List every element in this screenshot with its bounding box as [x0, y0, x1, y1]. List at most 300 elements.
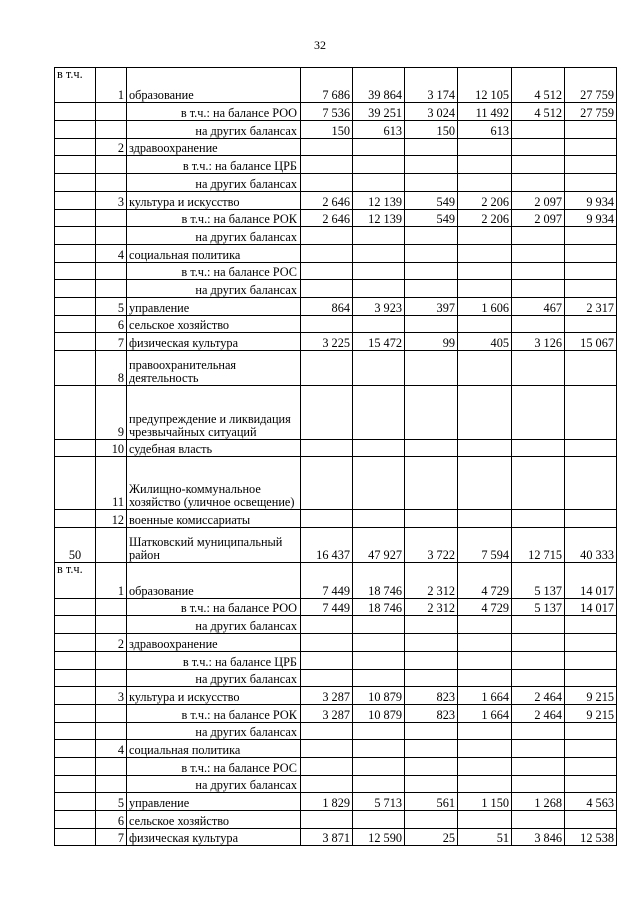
table-row	[55, 439, 617, 457]
cell-value	[565, 439, 617, 457]
cell-group	[55, 386, 96, 439]
cell-value: 2 312	[405, 563, 458, 598]
cell-value	[405, 775, 458, 793]
table-row	[55, 722, 617, 740]
table-row	[55, 510, 617, 528]
cell-value: 10 879	[353, 687, 405, 705]
cell-item-number	[96, 527, 127, 562]
cell-label: военные комиссариаты	[127, 510, 301, 528]
cell-label: на других балансах	[127, 121, 301, 139]
cell-value: 14 017	[565, 598, 617, 616]
cell-label: Жилищно-коммунальное хозяйство (уличное освещение)	[127, 457, 301, 510]
cell-value: 549	[405, 209, 458, 227]
cell-value	[565, 174, 617, 192]
cell-value	[458, 510, 512, 528]
cell-value: 3 126	[512, 333, 565, 351]
cell-value	[565, 757, 617, 775]
cell-group	[55, 457, 96, 510]
cell-label: управление	[127, 793, 301, 811]
cell-group	[55, 793, 96, 811]
cell-value: 864	[301, 297, 353, 315]
cell-value	[512, 811, 565, 829]
cell-value	[301, 351, 353, 386]
cell-item-number	[96, 280, 127, 298]
cell-item-number: 7	[96, 333, 127, 351]
cell-group: в т.ч.	[55, 68, 96, 103]
cell-value: 7 449	[301, 598, 353, 616]
cell-group	[55, 740, 96, 758]
cell-label: здравоохранение	[127, 634, 301, 652]
cell-item-number	[96, 121, 127, 139]
cell-value: 27 759	[565, 103, 617, 121]
cell-value	[458, 439, 512, 457]
cell-value	[458, 811, 512, 829]
cell-value: 397	[405, 297, 458, 315]
cell-label: в т.ч.: на балансе РОС	[127, 262, 301, 280]
cell-value: 613	[353, 121, 405, 139]
cell-value	[512, 651, 565, 669]
cell-value: 12 590	[353, 828, 405, 846]
cell-value: 1 664	[458, 687, 512, 705]
cell-value	[565, 811, 617, 829]
cell-value	[405, 315, 458, 333]
cell-label: физическая культура	[127, 828, 301, 846]
cell-group	[55, 103, 96, 121]
cell-label: социальная политика	[127, 244, 301, 262]
cell-value	[301, 757, 353, 775]
cell-item-number: 10	[96, 439, 127, 457]
cell-group	[55, 174, 96, 192]
cell-label: на других балансах	[127, 227, 301, 245]
cell-value	[405, 740, 458, 758]
cell-value	[353, 722, 405, 740]
cell-value: 12 139	[353, 209, 405, 227]
cell-value	[458, 740, 512, 758]
cell-value	[458, 138, 512, 156]
table-row	[55, 315, 617, 333]
cell-value: 47 927	[353, 527, 405, 562]
cell-value: 1 606	[458, 297, 512, 315]
cell-value	[301, 262, 353, 280]
cell-value	[512, 439, 565, 457]
cell-value	[301, 386, 353, 439]
cell-value: 1 150	[458, 793, 512, 811]
cell-item-number: 8	[96, 351, 127, 386]
cell-value: 5 137	[512, 598, 565, 616]
cell-value	[512, 616, 565, 634]
cell-value	[512, 351, 565, 386]
table-row	[55, 616, 617, 634]
table-row	[55, 386, 617, 439]
cell-value	[565, 156, 617, 174]
cell-value: 150	[301, 121, 353, 139]
cell-value	[405, 811, 458, 829]
cell-value	[353, 174, 405, 192]
cell-value	[458, 244, 512, 262]
cell-item-number: 3	[96, 191, 127, 209]
cell-value	[353, 740, 405, 758]
cell-value	[458, 775, 512, 793]
cell-value	[458, 386, 512, 439]
cell-label: сельское хозяйство	[127, 315, 301, 333]
cell-group	[55, 510, 96, 528]
cell-label: здравоохранение	[127, 138, 301, 156]
table-row	[55, 669, 617, 687]
cell-label: в т.ч.: на балансе ЦРБ	[127, 651, 301, 669]
cell-label: сельское хозяйство	[127, 811, 301, 829]
cell-value: 2 317	[565, 297, 617, 315]
page-number: 32	[314, 38, 326, 52]
table-row	[55, 598, 617, 616]
cell-value	[458, 227, 512, 245]
cell-value	[512, 722, 565, 740]
cell-value	[512, 634, 565, 652]
cell-item-number	[96, 174, 127, 192]
table-row	[55, 634, 617, 652]
cell-value	[565, 740, 617, 758]
table-row	[55, 227, 617, 245]
cell-item-number: 2	[96, 634, 127, 652]
table-row	[55, 563, 617, 598]
cell-item-number: 4	[96, 740, 127, 758]
cell-value	[512, 156, 565, 174]
cell-value: 405	[458, 333, 512, 351]
cell-value: 9 215	[565, 687, 617, 705]
cell-item-number	[96, 103, 127, 121]
table-row	[55, 138, 617, 156]
cell-value	[512, 244, 565, 262]
cell-value: 12 538	[565, 828, 617, 846]
cell-value: 467	[512, 297, 565, 315]
cell-value	[512, 740, 565, 758]
cell-item-number	[96, 757, 127, 775]
cell-label: культура и искусство	[127, 687, 301, 705]
cell-item-number	[96, 704, 127, 722]
cell-label: предупреждение и ликвидация чрезвычайных ситуаций	[127, 386, 301, 439]
cell-value: 9 934	[565, 209, 617, 227]
cell-value	[512, 510, 565, 528]
cell-group	[55, 704, 96, 722]
cell-group	[55, 775, 96, 793]
cell-label: физическая культура	[127, 333, 301, 351]
cell-group	[55, 262, 96, 280]
cell-item-number: 6	[96, 315, 127, 333]
cell-item-number: 1	[96, 68, 127, 103]
cell-value	[353, 510, 405, 528]
cell-item-number: 5	[96, 297, 127, 315]
cell-value	[512, 315, 565, 333]
cell-value: 4 512	[512, 68, 565, 103]
cell-value: 823	[405, 704, 458, 722]
cell-value	[301, 315, 353, 333]
cell-value	[301, 138, 353, 156]
cell-value	[353, 138, 405, 156]
table-row	[55, 651, 617, 669]
cell-value	[353, 386, 405, 439]
cell-value	[458, 156, 512, 174]
cell-value	[565, 138, 617, 156]
cell-value: 561	[405, 793, 458, 811]
cell-label: управление	[127, 297, 301, 315]
cell-value	[405, 227, 458, 245]
cell-value	[565, 262, 617, 280]
cell-value	[405, 634, 458, 652]
cell-group	[55, 227, 96, 245]
cell-group	[55, 722, 96, 740]
cell-value: 2 646	[301, 209, 353, 227]
cell-label: Шатковский муниципальный район	[127, 527, 301, 562]
cell-value: 150	[405, 121, 458, 139]
cell-value	[353, 669, 405, 687]
cell-value	[512, 138, 565, 156]
cell-label: культура и искусство	[127, 191, 301, 209]
cell-value	[512, 757, 565, 775]
cell-value	[301, 227, 353, 245]
cell-group	[55, 757, 96, 775]
cell-value: 3 024	[405, 103, 458, 121]
cell-value: 1 829	[301, 793, 353, 811]
table-row	[55, 457, 617, 510]
cell-value	[565, 510, 617, 528]
cell-value	[405, 244, 458, 262]
cell-group	[55, 439, 96, 457]
cell-value	[458, 262, 512, 280]
cell-item-number: 12	[96, 510, 127, 528]
cell-group	[55, 651, 96, 669]
cell-value	[353, 616, 405, 634]
table-row	[55, 811, 617, 829]
cell-value	[512, 280, 565, 298]
cell-label: на других балансах	[127, 722, 301, 740]
cell-value: 2 312	[405, 598, 458, 616]
cell-value: 823	[405, 687, 458, 705]
cell-group	[55, 121, 96, 139]
table-row	[55, 687, 617, 705]
cell-value	[353, 315, 405, 333]
cell-value: 51	[458, 828, 512, 846]
cell-label: социальная политика	[127, 740, 301, 758]
cell-value	[458, 669, 512, 687]
cell-value: 7 686	[301, 68, 353, 103]
cell-value	[405, 262, 458, 280]
cell-value	[565, 634, 617, 652]
cell-value: 18 746	[353, 563, 405, 598]
cell-value: 39 864	[353, 68, 405, 103]
cell-value	[565, 651, 617, 669]
cell-value: 1 664	[458, 704, 512, 722]
cell-group	[55, 598, 96, 616]
table-row	[55, 156, 617, 174]
cell-value	[565, 386, 617, 439]
cell-group	[55, 828, 96, 846]
cell-item-number	[96, 209, 127, 227]
cell-value	[353, 811, 405, 829]
cell-group	[55, 315, 96, 333]
cell-value	[405, 280, 458, 298]
table-row	[55, 280, 617, 298]
cell-item-number: 4	[96, 244, 127, 262]
table-row	[55, 121, 617, 139]
table-row	[55, 828, 617, 846]
cell-value: 2 646	[301, 191, 353, 209]
cell-value: 7 536	[301, 103, 353, 121]
cell-label: в т.ч.: на балансе РОК	[127, 704, 301, 722]
cell-value	[458, 757, 512, 775]
cell-value	[565, 280, 617, 298]
cell-value	[565, 775, 617, 793]
cell-item-number	[96, 616, 127, 634]
cell-value	[301, 651, 353, 669]
table-row	[55, 209, 617, 227]
cell-item-number: 6	[96, 811, 127, 829]
cell-label: на других балансах	[127, 280, 301, 298]
cell-value: 4 563	[565, 793, 617, 811]
cell-value: 9 215	[565, 704, 617, 722]
cell-value	[565, 121, 617, 139]
cell-value: 5 713	[353, 793, 405, 811]
cell-value	[512, 227, 565, 245]
cell-value	[458, 616, 512, 634]
cell-item-number: 11	[96, 457, 127, 510]
cell-value	[301, 174, 353, 192]
cell-value: 3 871	[301, 828, 353, 846]
cell-value	[565, 616, 617, 634]
cell-value	[458, 174, 512, 192]
table-row	[55, 191, 617, 209]
table-row	[55, 351, 617, 386]
cell-value	[458, 722, 512, 740]
cell-value	[565, 244, 617, 262]
cell-label: в т.ч.: на балансе РОО	[127, 598, 301, 616]
cell-value: 3 225	[301, 333, 353, 351]
cell-item-number	[96, 775, 127, 793]
cell-group	[55, 687, 96, 705]
cell-group	[55, 244, 96, 262]
cell-value	[565, 722, 617, 740]
cell-value	[353, 457, 405, 510]
cell-value	[353, 280, 405, 298]
cell-value: 15 472	[353, 333, 405, 351]
cell-value	[405, 722, 458, 740]
cell-value	[458, 280, 512, 298]
table-row	[55, 244, 617, 262]
table-row	[55, 757, 617, 775]
cell-value: 2 206	[458, 209, 512, 227]
cell-value: 14 017	[565, 563, 617, 598]
cell-value	[405, 616, 458, 634]
cell-value	[405, 510, 458, 528]
cell-item-number	[96, 227, 127, 245]
cell-value: 11 492	[458, 103, 512, 121]
cell-group: 50	[55, 527, 96, 562]
cell-value: 3 287	[301, 704, 353, 722]
table-row	[55, 262, 617, 280]
cell-item-number	[96, 669, 127, 687]
table-row	[55, 297, 617, 315]
cell-value: 15 067	[565, 333, 617, 351]
cell-value	[353, 227, 405, 245]
cell-item-number	[96, 598, 127, 616]
table-row	[55, 527, 617, 562]
cell-value	[353, 757, 405, 775]
cell-group	[55, 811, 96, 829]
table-row	[55, 333, 617, 351]
cell-group	[55, 634, 96, 652]
cell-value	[301, 156, 353, 174]
cell-value: 3 846	[512, 828, 565, 846]
budget-table	[54, 67, 617, 846]
cell-value: 3 287	[301, 687, 353, 705]
cell-value: 5 137	[512, 563, 565, 598]
cell-group	[55, 209, 96, 227]
cell-value	[301, 280, 353, 298]
cell-value	[353, 262, 405, 280]
cell-value	[301, 740, 353, 758]
cell-item-number: 9	[96, 386, 127, 439]
cell-value	[565, 351, 617, 386]
cell-value: 40 333	[565, 527, 617, 562]
table-row	[55, 793, 617, 811]
cell-item-number	[96, 722, 127, 740]
cell-value: 27 759	[565, 68, 617, 103]
cell-value: 18 746	[353, 598, 405, 616]
cell-value	[301, 775, 353, 793]
cell-value	[512, 121, 565, 139]
cell-value	[512, 457, 565, 510]
cell-value	[353, 634, 405, 652]
cell-value: 2 464	[512, 704, 565, 722]
cell-group: в т.ч.	[55, 563, 96, 598]
cell-group	[55, 616, 96, 634]
table-row	[55, 704, 617, 722]
table-row	[55, 68, 617, 103]
cell-item-number	[96, 651, 127, 669]
cell-value	[458, 634, 512, 652]
cell-value	[405, 439, 458, 457]
table-row	[55, 740, 617, 758]
cell-value	[301, 510, 353, 528]
cell-value: 25	[405, 828, 458, 846]
cell-value	[353, 351, 405, 386]
cell-value	[353, 651, 405, 669]
cell-label: правоохранительная деятельность	[127, 351, 301, 386]
cell-label: в т.ч.: на балансе РОК	[127, 209, 301, 227]
cell-value	[512, 669, 565, 687]
cell-value	[353, 156, 405, 174]
cell-value	[458, 651, 512, 669]
cell-value	[301, 439, 353, 457]
cell-value: 1 268	[512, 793, 565, 811]
cell-value	[405, 156, 458, 174]
cell-value: 2 464	[512, 687, 565, 705]
cell-value	[512, 174, 565, 192]
cell-group	[55, 156, 96, 174]
cell-value: 4 729	[458, 563, 512, 598]
cell-value: 2 206	[458, 191, 512, 209]
cell-value	[301, 244, 353, 262]
cell-item-number: 3	[96, 687, 127, 705]
cell-value	[405, 457, 458, 510]
cell-value	[512, 386, 565, 439]
cell-item-number	[96, 262, 127, 280]
cell-group	[55, 351, 96, 386]
cell-value	[301, 669, 353, 687]
cell-value	[301, 722, 353, 740]
cell-value: 4 729	[458, 598, 512, 616]
cell-value: 12 139	[353, 191, 405, 209]
cell-value: 3 722	[405, 527, 458, 562]
cell-value: 99	[405, 333, 458, 351]
